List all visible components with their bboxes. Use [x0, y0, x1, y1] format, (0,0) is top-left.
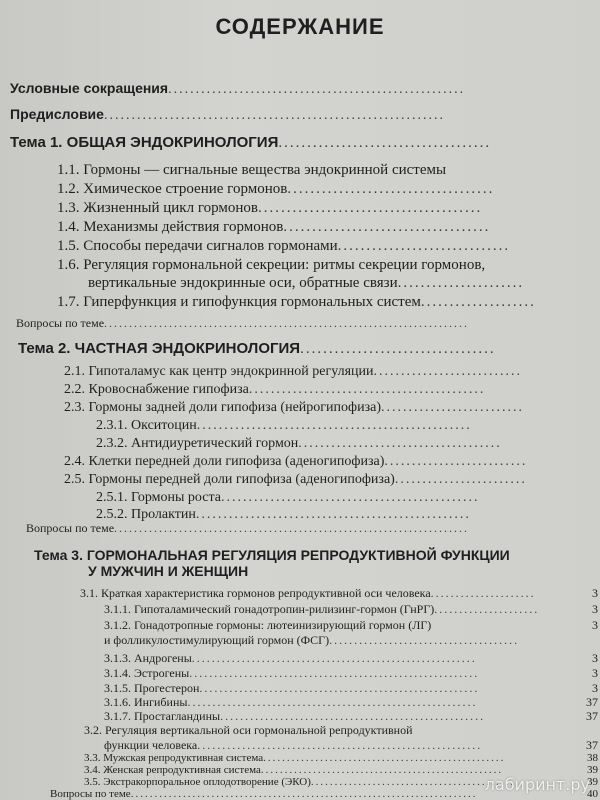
toc-entry-text: 2.5.2. Пролактин [96, 507, 196, 522]
toc-entry [57, 181, 494, 198]
dot-leader: ..................... [434, 602, 540, 616]
dot-leader: ................................................... [263, 752, 506, 764]
toc-entry-text: 2.1. Гипоталамус как центр эндокринной регуляции [64, 364, 374, 379]
toc-entry-text: 2.3.1. Окситоцин [96, 418, 197, 433]
dot-leader: ...................................................... [168, 82, 466, 97]
toc-entry [64, 454, 527, 470]
toc-entry [84, 764, 503, 776]
toc-entry [84, 752, 505, 764]
toc-entry [64, 382, 485, 398]
toc-entry-text: 2.5.1. Гормоны роста [96, 490, 221, 505]
toc-entry [64, 472, 527, 488]
toc-entry-text: 2.3. Гормоны задней доли гипофиза (нейрогипофиза) [64, 400, 381, 415]
dot-leader: ......................................................... [197, 738, 483, 752]
toc-entry-text: вертикальные эндокринные оси, обратные связи [88, 275, 398, 291]
dot-leader: ......................................................................... [104, 316, 470, 330]
page-number: 3 [592, 586, 598, 600]
toc-entry [80, 586, 536, 601]
dot-leader: ......................................................................... [130, 788, 478, 800]
toc-entry [57, 162, 446, 179]
toc-entry [104, 618, 431, 633]
toc-entry-text: Вопросы по теме [16, 316, 105, 330]
dot-leader: .................................. [300, 341, 496, 357]
dot-leader: ........................ [394, 472, 527, 487]
dot-leader: ..................... [430, 586, 536, 600]
page-number: 38 [587, 752, 598, 764]
toc-entry [104, 738, 482, 753]
dot-leader: .......................... [384, 454, 528, 469]
dot-leader: .......................................................... [187, 695, 478, 709]
page-number: 37 [586, 709, 598, 723]
toc-entry [26, 521, 469, 536]
page-number: 40 [587, 788, 598, 800]
toc-entry-text: 1.2. Химическое строение гормонов [57, 181, 288, 197]
toc-entry [64, 364, 522, 380]
dot-leader: .............................................................. [103, 108, 445, 123]
page-number: 3 [592, 666, 598, 680]
toc-entry [104, 651, 477, 666]
toc-entry-text: 3.1. Краткая характеристика гормонов репродуктивной оси человека [80, 586, 431, 600]
dot-leader: .................... [420, 294, 536, 310]
toc-entry [104, 695, 477, 710]
toc-entry-text: 1.7. Гиперфункция и гипофункция гормональных систем [57, 294, 421, 310]
dot-leader: ........................................... [248, 382, 486, 397]
toc-entry-text: Тема 1. ОБЩАЯ ЭНДОКРИНОЛОГИЯ [10, 134, 279, 151]
toc-entry [88, 563, 248, 581]
toc-entry-text: Тема 3. ГОРМОНАЛЬНАЯ РЕГУЛЯЦИЯ РЕПРОДУКТИВНОЙ ФУНКЦИИ [34, 547, 510, 563]
toc-entry [104, 633, 519, 648]
toc-entry-text: 1.3. Жизненный цикл гормонов [57, 200, 258, 216]
toc-entry [10, 80, 465, 98]
toc-entry-text: 3.3. Мужская репродуктивная система [84, 752, 264, 764]
toc-entry [57, 200, 482, 217]
toc-entry-text: 1.1. Гормоны — сигнальные вещества эндокринной системы [57, 162, 447, 178]
toc-entry-text: 2.2. Кровоснабжение гипофиза [64, 382, 249, 397]
toc-entry [96, 436, 502, 452]
toc-entry [96, 418, 472, 434]
dot-leader: ..................................... [298, 436, 502, 451]
toc-entry [10, 106, 445, 124]
dot-leader: ......................................................... [191, 651, 477, 665]
toc-entry-text: 3.1.6. Ингибины [104, 695, 188, 709]
toc-entry [16, 316, 469, 331]
toc-entry [104, 681, 479, 696]
toc-entry-text: 3.5. Экстракорпоральное оплодотворение (ЭКО) [84, 776, 311, 788]
dot-leader: ....................................................................... [114, 521, 470, 535]
toc-entry [104, 666, 479, 681]
toc-entry-text: У МУЖЧИН И ЖЕНЩИН [88, 563, 249, 579]
toc-entry-text: 3.1.5. Прогестерон [104, 681, 200, 695]
toc-entry [96, 490, 479, 506]
toc-entry [57, 294, 536, 311]
dot-leader: ..................................... [278, 135, 492, 151]
toc-entry [57, 219, 490, 236]
dot-leader: ........................................... [310, 776, 516, 788]
toc-entry [64, 400, 524, 416]
toc-entry [57, 257, 485, 274]
dot-leader: .......................... [380, 400, 524, 415]
toc-entry-text: и фолликулостимулирующий гормон (ФСГ) [104, 633, 330, 647]
dot-leader: .................................................. [195, 507, 471, 522]
toc-entry [50, 788, 477, 800]
toc-entry [18, 340, 496, 358]
dot-leader: ...................... [397, 275, 525, 291]
page-number: 37 [586, 695, 598, 709]
dot-leader: ........................... [373, 364, 522, 379]
toc-entry-text: 3.1.3. Андрогены [104, 651, 192, 665]
toc-entry [57, 238, 510, 255]
toc-entry [88, 275, 524, 292]
toc-entry [104, 709, 485, 724]
toc-entry-text: 3.1.1. Гипоталамический гонадотропин-рилизинг-гормон (ГнРГ) [104, 602, 435, 616]
toc-entry-text: 3.2. Регуляция вертикальной оси гормональной репродуктивной [84, 723, 413, 737]
dot-leader: .......................................................... [189, 666, 480, 680]
toc-entry-text: 3.1.2. Гонадотропные гормоны: лютеинизирующий гормон (ЛГ) [104, 618, 432, 632]
dot-leader: ............................................... [220, 490, 480, 505]
dot-leader: ....................................... [257, 200, 483, 216]
toc-entry-text: Условные сокращения [10, 80, 169, 96]
toc-entry-text: 2.5. Гормоны передней доли гипофиза (аденогипофиза) [64, 472, 395, 487]
toc-entry [10, 134, 491, 152]
toc-entry-text: 2.3.2. Антидиуретический гормон [96, 436, 299, 451]
dot-leader: ..................................................... [220, 709, 486, 723]
toc-entry-text: 3.4. Женская репродуктивная система [84, 764, 261, 776]
page-number: 39 [587, 764, 598, 776]
page-number: 3 [592, 651, 598, 665]
toc-entry-text: 3.1.7. Простагландины [104, 709, 221, 723]
toc-entry-text: Вопросы по теме [50, 788, 131, 800]
page-number: 3 [592, 618, 598, 632]
toc-entry-text: 1.5. Способы передачи сигналов гормонами [57, 238, 338, 254]
toc-entry-text: Тема 2. ЧАСТНАЯ ЭНДОКРИНОЛОГИЯ [18, 340, 301, 357]
toc-entry-text: Вопросы по теме [26, 521, 115, 535]
dot-leader: .................................................. [196, 418, 472, 433]
toc-entry-text: функции человека [104, 738, 198, 752]
toc-entry-text: Предисловие [10, 106, 104, 122]
dot-leader: .................................... [283, 219, 491, 235]
dot-leader: .............................. [337, 238, 511, 254]
page-number: 37 [586, 738, 598, 752]
dot-leader: .................................... [287, 181, 495, 197]
toc-entry [104, 602, 539, 617]
dot-leader: ................................................... [260, 764, 504, 776]
page-number: 3 [592, 602, 598, 616]
toc-entry-text: 3.1.4. Эстрогены [104, 666, 190, 680]
dot-leader: ........................................................ [199, 681, 480, 695]
page-number: 39 [587, 776, 598, 788]
dot-leader: ...................................... [329, 633, 520, 647]
page-number: 3 [592, 681, 598, 695]
toc-entry [84, 723, 413, 738]
page-title: СОДЕРЖАНИЕ [215, 14, 385, 39]
toc-entry-text: 2.4. Клетки передней доли гипофиза (аденогипофиза) [64, 454, 385, 469]
watermark: лабиринт.ру [484, 775, 590, 794]
toc-entry-text: 1.4. Механизмы действия гормонов [57, 219, 284, 235]
toc-entry-text: 1.6. Регуляция гормональной секреции: ритмы секреции гормонов, [57, 257, 486, 273]
toc-entry [84, 776, 515, 788]
